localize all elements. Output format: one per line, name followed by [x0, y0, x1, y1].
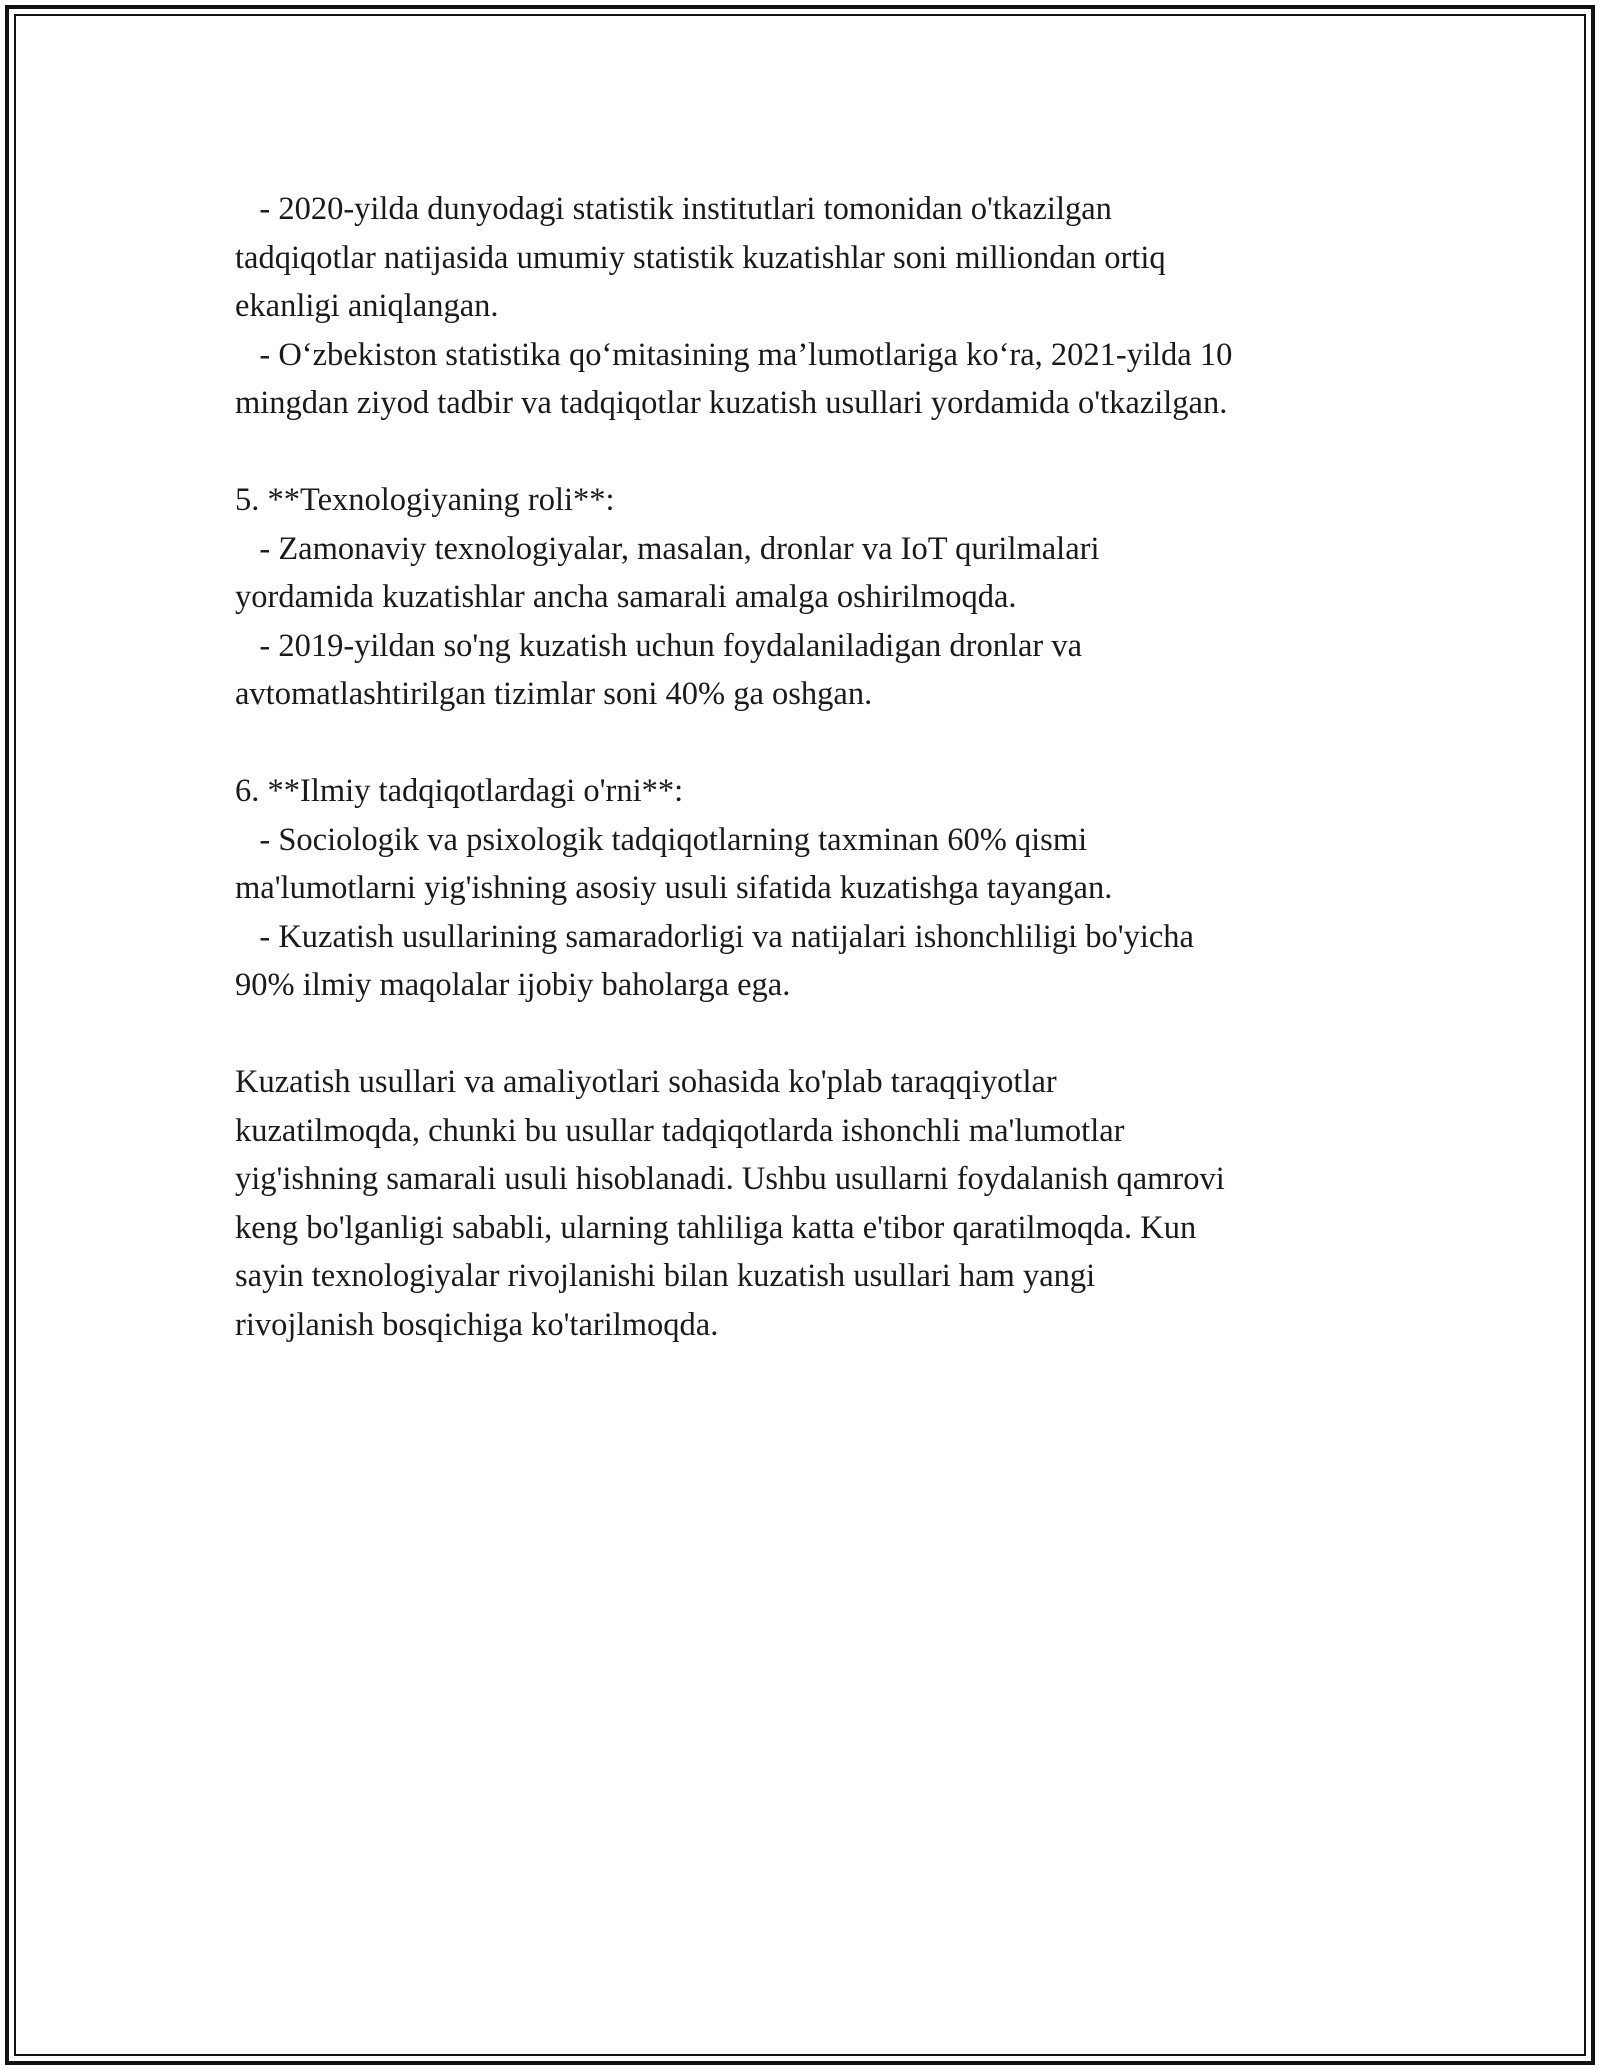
- statistics-list: [235, 185, 1395, 428]
- text-line: - O‘zbekiston statistika qo‘mitasining ma’lumotlariga ko‘ra, 2021-yilda 10: [235, 336, 1233, 373]
- text-line: avtomatlashtirilgan tizimlar soni 40% ga oshgan.: [235, 676, 873, 712]
- text-line: sayin texnologiyalar rivojlanishi bilan kuzatish usullari ham yangi: [235, 1258, 1096, 1294]
- text-line: yordamida kuzatishlar ancha samarali amalga oshirilmoqda.: [235, 579, 1017, 615]
- text-line: 90% ilmiy maqolalar ijobiy baholarga ega.: [235, 967, 791, 1003]
- text-line: - 2019-yildan so'ng kuzatish uchun foydalaniladigan dronlar va: [235, 627, 1083, 664]
- text-line: Kuzatish usullari va amaliyotlari sohasida ko'plab taraqqiyotlar: [235, 1064, 1057, 1100]
- list-item: [235, 816, 1395, 913]
- paragraph-spacer: [235, 1010, 1395, 1059]
- list-item: [235, 185, 1395, 331]
- text-line: ekanligi aniqlangan.: [235, 288, 499, 324]
- text-line: - Sociologik va psixologik tadqiqotlarning taxminan 60% qismi: [235, 821, 1088, 858]
- section-scientific-role: [235, 767, 1395, 1010]
- text-line: kuzatilmoqda, chunki bu usullar tadqiqotlarda ishonchli ma'lumotlar: [235, 1112, 1125, 1149]
- text-line: yig'ishning samarali usuli hisoblanadi. Ushbu usullarni foydalanish qamrovi: [235, 1161, 1225, 1197]
- paragraph-spacer: [235, 428, 1395, 477]
- section-technology-role: [235, 476, 1395, 719]
- text-line: - 2020-yilda dunyodagi statistik institutlari tomonidan o'tkazilgan: [235, 191, 1112, 227]
- section-heading: 6. **Ilmiy tadqiqotlardagi o'rni**:: [235, 773, 684, 809]
- section-heading: 5. **Texnologiyaning roli**:: [235, 482, 615, 518]
- list-item: [235, 913, 1395, 1010]
- list-item: [235, 331, 1395, 428]
- text-line: - Kuzatish usullarining samaradorligi va natijalari ishonchliligi bo'yicha: [235, 918, 1194, 955]
- document-body: [235, 185, 1395, 1349]
- text-line: - Zamonaviy texnologiyalar, masalan, dronlar va IoT qurilmalari: [235, 530, 1100, 567]
- text-line: keng bo'lganligi sababli, ularning tahliliga katta e'tibor qaratilmoqda. Kun: [235, 1209, 1197, 1246]
- text-line: ma'lumotlarni yig'ishning asosiy usuli sifatida kuzatishga tayangan.: [235, 870, 1113, 906]
- text-line: mingdan ziyod tadbir va tadqiqotlar kuzatish usullari yordamida o'tkazilgan.: [235, 385, 1228, 421]
- paragraph-spacer: [235, 719, 1395, 768]
- text-line: tadqiqotlar natijasida umumiy statistik kuzatishlar soni milliondan ortiq: [235, 239, 1166, 276]
- list-item: [235, 622, 1395, 719]
- conclusion-paragraph: [235, 1058, 1395, 1349]
- text-line: rivojlanish bosqichiga ko'tarilmoqda.: [235, 1306, 719, 1343]
- list-item: [235, 525, 1395, 622]
